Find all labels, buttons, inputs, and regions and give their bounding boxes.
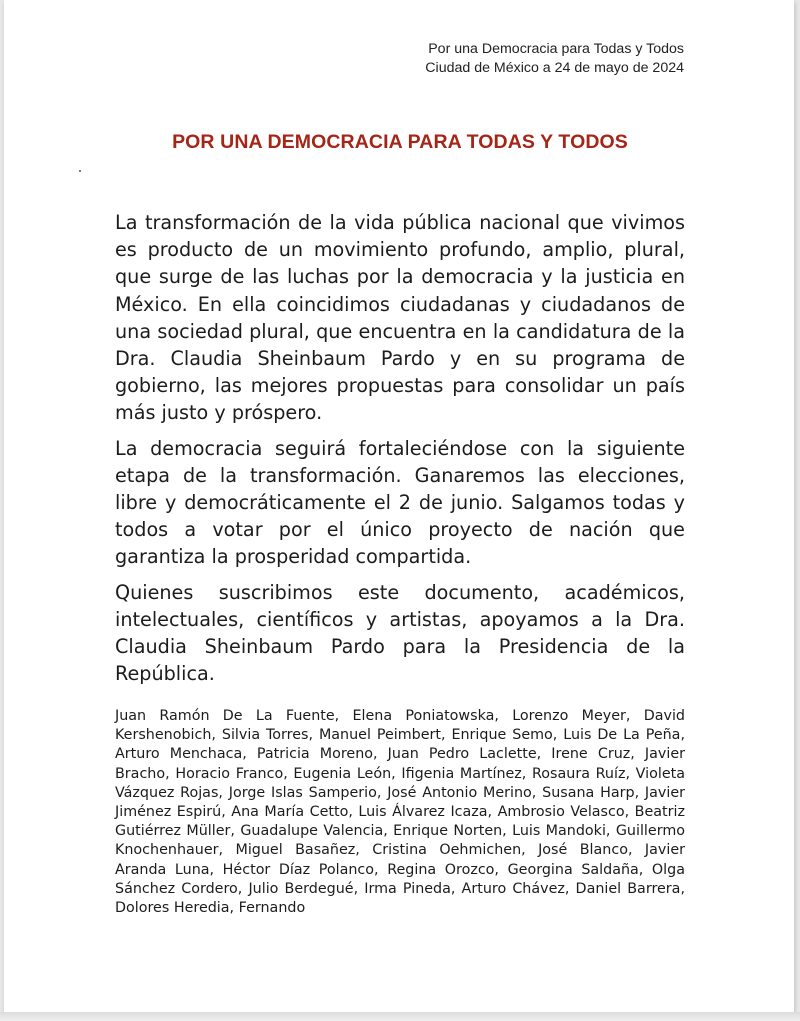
document-body — [115, 209, 685, 695]
header-date-line: Ciudad de México a 24 de mayo de 2024 — [425, 60, 684, 76]
body-paragraph-3: Quienes suscribimos este documento, académicos, intelectuales, científicos y artistas, apoyamos a la Dra. Claudia Sheinbaum Pardo para la Presidencia de la República. — [115, 580, 685, 686]
header-subject-line: Por una Democracia para Todas y Todos — [428, 41, 684, 57]
body-paragraph-1: La transformación de la vida pública nacional que vivimos es producto de un movimiento profundo, amplio, plural, que surge de las luchas por la democracia y la justicia en México. En ella coincidimos ciudadanas y ciudadanos de una sociedad plural, que encuentra en la candidatura de la Dra. Claudia Sheinbaum Pardo y en su programa de gobierno, las mejores propuestas para consolidar un país más justo y próspero. — [115, 211, 685, 425]
document-title: POR UNA DEMOCRACIA PARA TODAS Y TODOS — [172, 131, 628, 153]
body-paragraph-2: La democracia seguirá fortaleciéndose con la siguiente etapa de la transformación. Ganaremos las elecciones, libre y democráticamente el 2 de junio. Salgamos todas y todos a votar por el único proyecto de nación que garantiza la prosperidad compartida. — [115, 436, 685, 569]
document-header — [425, 40, 684, 78]
stray-mark — [79, 170, 81, 172]
signatories-list: Juan Ramón De La Fuente, Elena Poniatowska, Lorenzo Meyer, David Kershenobich, Silvia Torres, Manuel Peimbert, Enrique Semo, Luis De La Peña, Arturo Menchaca, Patricia Moreno, Juan Pedro Laclette, Irene Cruz, Javier Bracho, Horacio Franco, Eugenia León, Ifigenia Martínez, Rosaura Ruíz, Violeta Vázquez Rojas, Jorge Islas Samperio, José Antonio Merino, Susana Harp, Javier Jiménez Espirú, Ana María Cetto, Luis Álvarez Icaza, Ambrosio Velasco, Beatriz Gutiérrez Müller, Guadalupe Valencia, Enrique Norten, Luis Mandoki, Guillermo Knochenhauer, Miguel Basañez, Cristina Oehmichen, José Blanco, Javier Aranda Luna, Héctor Díaz Polanco, Regina Orozco, Georgina Saldaña, Olga Sánchez Cordero, Julio Berdegué, Irma Pineda, Arturo Chávez, Daniel Barrera, Dolores Heredia, Fernando — [115, 708, 685, 917]
page-edge-shadow — [0, 1012, 800, 1021]
